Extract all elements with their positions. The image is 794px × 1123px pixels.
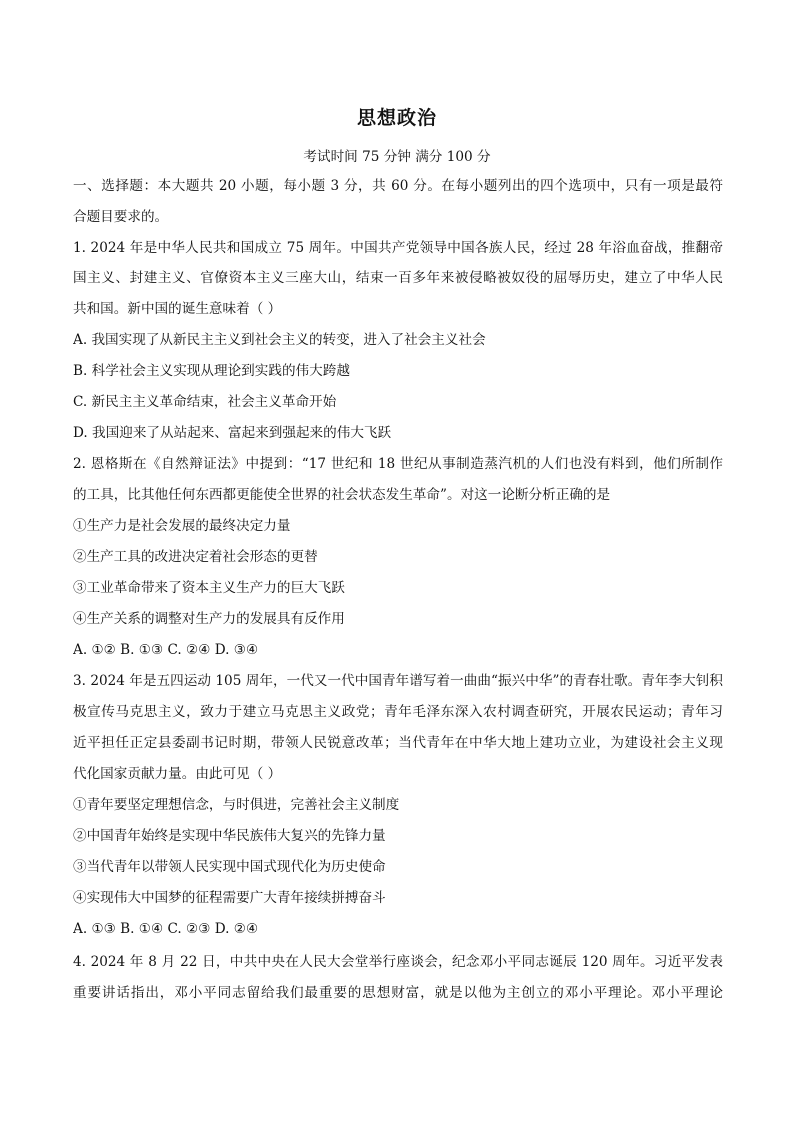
- exam-info: 考试时间 75 分钟 满分 100 分: [303, 149, 491, 165]
- question-2-statement: ①生产力是社会发展的最终决定力量: [73, 518, 291, 534]
- question-4-stem-line: 重要讲话指出，邓小平同志留给我们最重要的思想财富，就是以他为主创立的邓小平理论。邓小平理论: [73, 985, 723, 1001]
- question-2-statement: ③工业革命带来了资本主义生产力的巨大飞跃: [73, 580, 345, 596]
- question-3-stem-line: 代化国家贡献力量。由此可见（ ）: [73, 766, 282, 782]
- question-2-statement: ②生产工具的改进决定着社会形态的更替: [73, 549, 318, 565]
- question-3-stem-line: 极宣传马克思主义，致力于建立马克思主义政党；青年毛泽东深入农村调查研究，开展农民运动；青年习: [73, 704, 723, 720]
- question-1-stem-line: 共和国。新中国的诞生意味着（ ）: [73, 301, 282, 317]
- question-2-stem-line: 2. 恩格斯在《自然辩证法》中提到：“17 世纪和 18 世纪从事制造蒸汽机的人们也没有料到，他们所制作: [73, 456, 723, 472]
- section-heading-line: 一、选择题：本大题共 20 小题，每小题 3 分，共 60 分。在每小题列出的四个选项中，只有一项是最符: [73, 178, 723, 194]
- question-3-stem-line: 3. 2024 年是五四运动 105 周年，一代又一代中国青年谱写着一曲曲“振兴中华”的青春壮歌。青年李大钊积: [73, 673, 723, 689]
- question-1-stem-line: 1. 2024 年是中华人民共和国成立 75 周年。中国共产党领导中国各族人民，经过 28 年浴血奋战，推翻帝: [73, 240, 723, 256]
- question-2-options: A. ①② B. ①③ C. ②④ D. ③④: [73, 642, 259, 658]
- question-3-statement: ②中国青年始终是实现中华民族伟大复兴的先锋力量: [73, 828, 386, 844]
- question-2-statement: ④生产关系的调整对生产力的发展具有反作用: [73, 611, 345, 627]
- question-4-stem-line: 4. 2024 年 8 月 22 日，中共中央在人民大会堂举行座谈会，纪念邓小平同志诞辰 120 周年。习近平发表: [73, 954, 723, 970]
- question-3-options: A. ①③ B. ①④ C. ②③ D. ②④: [73, 921, 259, 937]
- question-3-statement: ③当代青年以带领人民实现中国式现代化为历史使命: [73, 859, 386, 875]
- page-title: 思想政治: [356, 107, 437, 129]
- question-3-statement: ①青年要坚定理想信念，与时俱进，完善社会主义制度: [73, 797, 400, 813]
- question-1-option-b: B. 科学社会主义实现从理论到实践的伟大跨越: [73, 363, 350, 379]
- question-3-statement: ④实现伟大中国梦的征程需要广大青年接续拼搏奋斗: [73, 890, 386, 906]
- question-3-stem-line: 近平担任正定县委副书记时期，带领人民锐意改革；当代青年在中华大地上建功立业，为建设社会主义现: [73, 735, 723, 751]
- section-heading-line: 合题目要求的。: [73, 209, 169, 225]
- question-1-option-d: D. 我国迎来了从站起来、富起来到强起来的伟大飞跃: [73, 425, 392, 441]
- question-1-option-a: A. 我国实现了从新民主主义到社会主义的转变，进入了社会主义社会: [73, 332, 486, 348]
- question-2-stem-line: 的工具，比其他任何东西都更能使全世界的社会状态发生革命”。对这一论断分析正确的是: [73, 487, 611, 503]
- question-1-option-c: C. 新民主主义革命结束，社会主义革命开始: [73, 394, 337, 410]
- question-1-stem-line: 国主义、封建主义、官僚资本主义三座大山，结束一百多年来被侵略被奴役的屈辱历史，建立了中华人民: [73, 270, 723, 286]
